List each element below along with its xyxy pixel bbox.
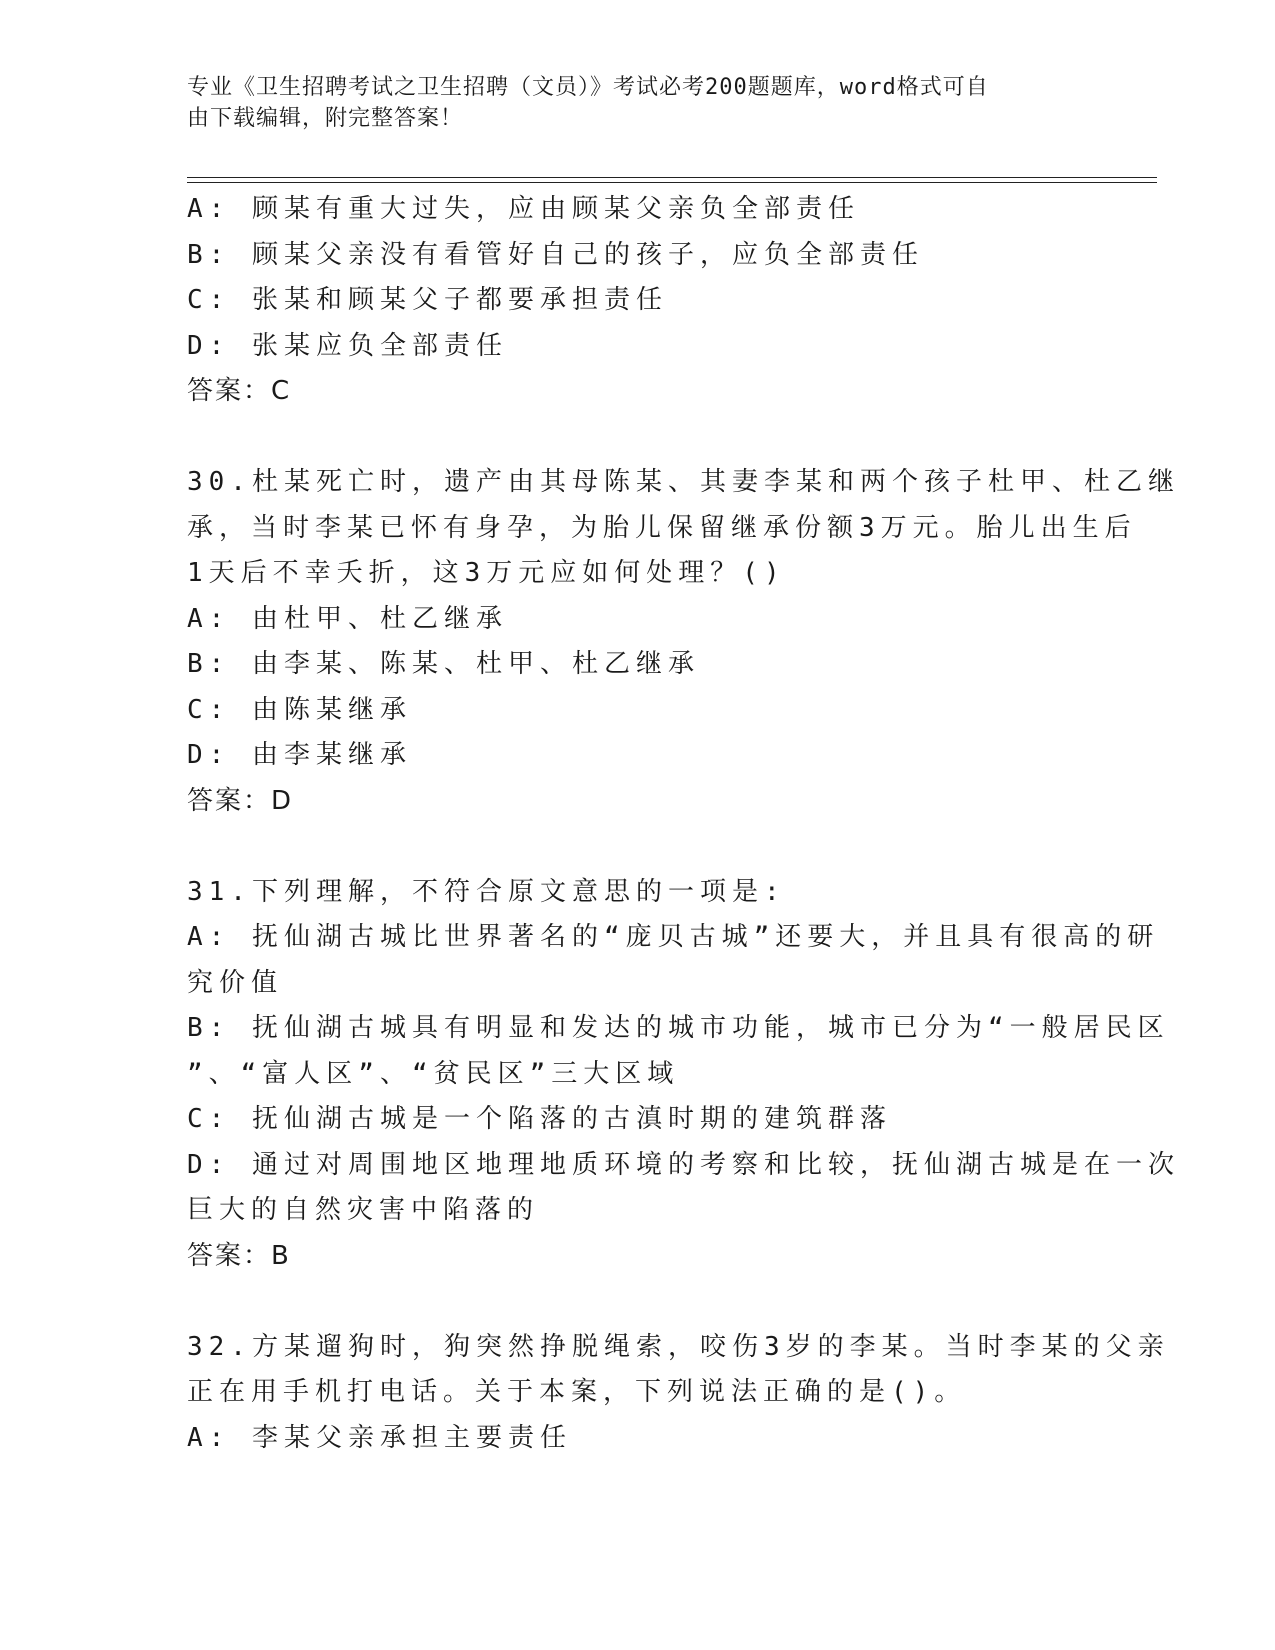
answer: 答案：D <box>187 785 294 816</box>
option-d-continued: 巨大的自然灾害中陷落的 <box>187 1195 540 1225</box>
option-c: C: 张某和顾某父子都要承担责任 <box>187 285 668 315</box>
option-d: D: 通过对周围地区地理地质环境的考察和比较，抚仙湖古城是在一次 <box>187 1149 1180 1180</box>
header-divider-bottom <box>187 182 1157 183</box>
question-stem: 31.下列理解，不符合原文意思的一项是: <box>187 876 786 907</box>
option-b-continued: ”、“富人区”、“贫民区”三大区域 <box>187 1058 680 1089</box>
question-32 <box>187 1325 1170 1462</box>
answer: 答案：B <box>187 1240 291 1271</box>
spacer <box>187 415 1087 461</box>
question-29 <box>187 187 1087 415</box>
question-stem: 32.方某遛狗时，狗突然挣脱绳索，咬伤3岁的李某。当时李某的父亲 <box>187 1331 1170 1362</box>
question-stem: 承，当时李某已怀有身孕，为胎儿保留继承份额3万元。胎儿出生后 <box>187 512 1137 543</box>
option-c: C: 由陈某继承 <box>187 694 412 725</box>
option-a-continued: 究价值 <box>187 967 284 998</box>
option-d: D: 张某应负全部责任 <box>187 330 508 361</box>
option-d: D: 由李某继承 <box>187 740 412 770</box>
option-a: A: 抚仙湖古城比世界著名的“庞贝古城”还要大，并且具有很高的研 <box>187 922 1160 952</box>
option-a: A: 由杜甲、杜乙继承 <box>187 603 508 634</box>
header-line-2: 由下载编辑，附完整答案！ <box>187 106 464 131</box>
option-a: A: 李某父亲承担主要责任 <box>187 1422 572 1453</box>
option-a: A: 顾某有重大过失，应由顾某父亲负全部责任 <box>187 194 860 224</box>
question-stem: 30.杜某死亡时，遗产由其母陈某、其妻李某和两个孩子杜甲、杜乙继 <box>187 467 1180 497</box>
option-b: B: 抚仙湖古城具有明显和发达的城市功能，城市已分为“一般居民区 <box>187 1013 1170 1043</box>
header-divider-top <box>187 177 1157 178</box>
question-stem: 正在用手机打电话。关于本案，下列说法正确的是()。 <box>187 1377 967 1407</box>
option-c: C: 抚仙湖古城是一个陷落的古滇时期的建筑群落 <box>187 1104 892 1134</box>
option-b: B: 由李某、陈某、杜甲、杜乙继承 <box>187 649 700 679</box>
option-b: B: 顾某父亲没有看管好自己的孩子，应负全部责任 <box>187 239 924 270</box>
question-31 <box>187 870 1180 1280</box>
document-header <box>187 72 1067 134</box>
question-stem: 1天后不幸夭折，这3万元应如何处理？() <box>187 558 786 588</box>
question-list <box>187 187 1180 1461</box>
spacer <box>187 824 1087 870</box>
question-30 <box>187 460 1180 824</box>
header-line-1: 专业《卫生招聘考试之卫生招聘（文员）》考试必考200题题库，word格式可自 <box>187 75 989 100</box>
spacer <box>187 1279 1087 1325</box>
answer: 答案：C <box>187 376 292 406</box>
